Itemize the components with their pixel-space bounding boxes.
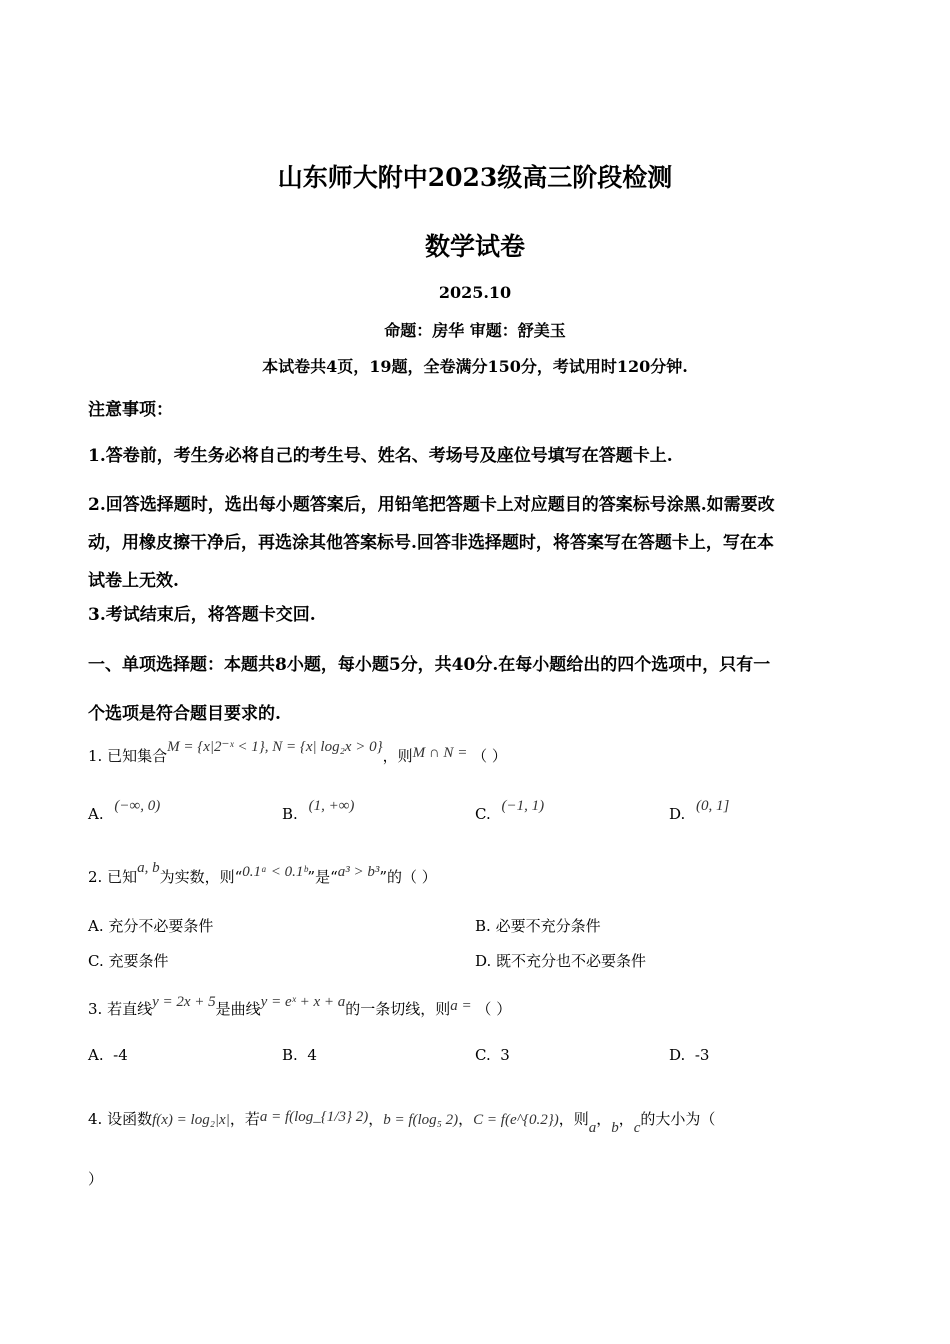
question-2-text: ”是“ — [307, 868, 338, 886]
note-item-3: 3.考试结束后，将答题卡交回. — [88, 605, 316, 625]
question-3-option-d — [669, 1046, 709, 1064]
option-value: 4 — [307, 1046, 317, 1064]
question-4-var-c: c — [633, 1120, 641, 1136]
option-value: 既不充分也不必要条件 — [496, 952, 647, 970]
question-4-closing: ） — [88, 1170, 104, 1188]
question-3-option-a — [88, 1046, 128, 1064]
question-1-sets: M = {x|2⁻ˣ < 1}, N = {x| log₂x > 0} — [167, 739, 383, 755]
option-value: 充分不必要条件 — [108, 917, 214, 935]
question-4-prefix: 4. 设函数 — [88, 1110, 153, 1128]
exam-authors: 命题：房华 审题：舒美玉 — [384, 321, 566, 340]
question-3-option-b — [282, 1046, 317, 1064]
note-item-2-line-2: 动，用橡皮擦干净后，再选涂其他答案标号.回答非选择题时，将答案写在答题卡上，写在本 — [88, 533, 774, 553]
question-4-comma: ， — [368, 1110, 384, 1128]
note-item-2-line-1: 2.回答选择题时，选出每小题答案后，用铅笔把答题卡上对应题目的答案标号涂黑.如需要改 — [88, 495, 775, 515]
question-3-a: a = — [450, 998, 472, 1014]
option-value: (−1, 1) — [501, 798, 545, 814]
option-label: B. — [282, 1046, 298, 1064]
question-2-ab: a, b — [137, 860, 160, 876]
question-1-mid: ，则 — [382, 747, 413, 765]
question-4 — [88, 1108, 716, 1136]
option-value: 充要条件 — [108, 952, 169, 970]
option-value: (0, 1] — [696, 798, 730, 814]
question-2-option-b — [475, 915, 601, 936]
question-2-prefix: 2. 已知 — [88, 868, 138, 886]
question-4-var-a: a — [588, 1120, 597, 1136]
note-item-2-line-3: 试卷上无效. — [88, 571, 179, 591]
exam-info: 本试卷共4页，19题，全卷满分150分，考试用时120分钟. — [262, 357, 688, 376]
question-1-intersection: M ∩ N = — [412, 745, 468, 761]
question-2-option-d — [475, 950, 646, 971]
option-label: C. — [475, 805, 491, 823]
option-label: B. — [282, 805, 298, 823]
option-label: C. — [475, 1046, 491, 1064]
question-2-text: ”的（ ） — [379, 868, 437, 886]
option-value: (1, +∞) — [308, 798, 355, 814]
question-4-c-def: C = f(e^{0.2}) — [473, 1112, 559, 1128]
question-4-text: ，若 — [229, 1110, 260, 1128]
option-label: A. — [88, 917, 104, 935]
option-value: -3 — [694, 1046, 710, 1064]
question-3-prefix: 3. 若直线 — [88, 1000, 153, 1018]
question-2-cond2: a³ > b³ — [337, 864, 380, 880]
section-heading-line-2: 个选项是符合题目要求的. — [88, 704, 281, 724]
question-4-a-def: a = f(log_{1/3} 2) — [259, 1109, 369, 1125]
note-item-1: 1.答卷前，考生务必将自己的考生号、姓名、考场号及座位号填写在答题卡上. — [88, 446, 673, 466]
question-4-sep: ， — [596, 1110, 612, 1128]
question-4-comma: ， — [458, 1110, 474, 1128]
option-value: 3 — [500, 1046, 510, 1064]
question-4-b-def: b = f(log₅ 2) — [383, 1112, 459, 1128]
question-1 — [88, 739, 507, 766]
question-4-var-b: b — [611, 1120, 619, 1136]
exam-date: 2025.10 — [438, 283, 512, 302]
question-3-line: y = 2x + 5 — [152, 994, 216, 1010]
notes-heading: 注意事项： — [88, 400, 173, 420]
option-label: B. — [475, 917, 491, 935]
question-4-text: 的大小为（ — [640, 1110, 716, 1128]
option-value: 必要不充分条件 — [495, 917, 601, 935]
option-label: D. — [669, 1046, 686, 1064]
question-2 — [88, 860, 437, 887]
question-2-option-c — [88, 950, 169, 971]
section-heading-line-1: 一、单项选择题：本题共8小题，每小题5分，共40分.在每小题给出的四个选项中，只有一 — [88, 655, 771, 675]
question-1-prefix: 1. 已知集合 — [88, 747, 168, 765]
option-label: A. — [88, 805, 104, 823]
question-3-paren: （ ） — [476, 1000, 512, 1018]
question-4-text: ，则 — [558, 1110, 589, 1128]
question-3 — [88, 994, 512, 1019]
option-value: -4 — [113, 1046, 128, 1064]
question-1-option-b — [282, 798, 355, 824]
question-1-paren: （ ） — [472, 747, 507, 765]
question-2-cond1: 0.1ᵃ < 0.1ᵇ — [242, 864, 308, 880]
question-2-text: 为实数，则“ — [159, 868, 243, 886]
exam-subject: 数学试卷 — [424, 232, 525, 261]
question-1-option-a — [88, 798, 161, 824]
option-value: (−∞, 0) — [114, 798, 161, 814]
question-3-text: 的一条切线，则 — [345, 1000, 451, 1018]
option-label: D. — [475, 952, 492, 970]
question-1-option-c — [475, 798, 545, 824]
exam-title: 山东师大附中2023级高三阶段检测 — [277, 163, 673, 192]
question-3-option-c — [475, 1046, 510, 1064]
question-4-sep: ， — [618, 1110, 634, 1128]
question-3-text: 是曲线 — [215, 1000, 261, 1018]
question-1-option-d — [669, 798, 730, 824]
question-4-function: f(x) = log₂|x| — [152, 1112, 230, 1128]
option-label: C. — [88, 952, 104, 970]
option-label: D. — [669, 805, 686, 823]
question-3-curve: y = eˣ + x + a — [260, 994, 346, 1010]
option-label: A. — [88, 1046, 104, 1064]
question-2-option-a — [88, 915, 213, 936]
